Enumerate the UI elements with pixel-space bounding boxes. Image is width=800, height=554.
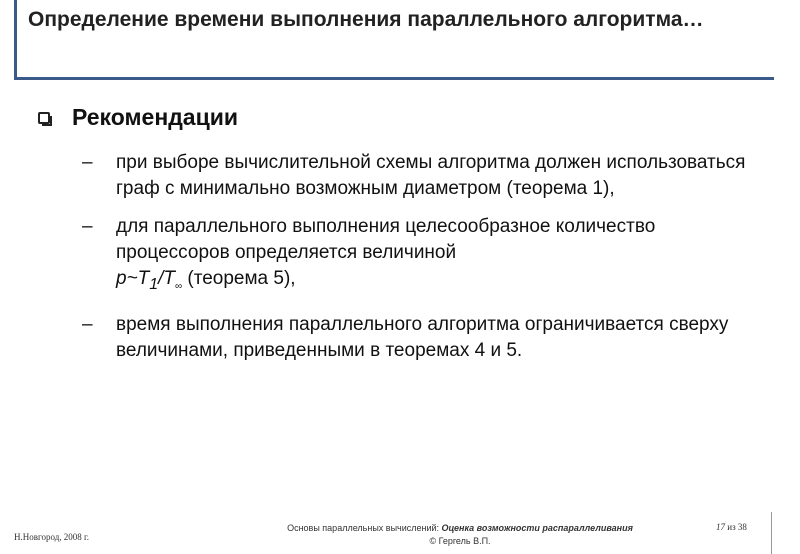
- footer-page-counter: [716, 522, 747, 532]
- footer-course: [250, 522, 670, 548]
- page-total: 38: [737, 522, 747, 532]
- list-item: [82, 150, 762, 202]
- formula-tail: (теорема 5),: [182, 268, 296, 289]
- section-heading-row: [38, 104, 238, 131]
- list-item-text-main: для параллельного выполнения целесообразное количество процессоров определяется величиной: [116, 216, 656, 263]
- footer-location: Н.Новгород, 2008 г.: [14, 532, 89, 542]
- formula-subinf: ∞: [174, 280, 183, 292]
- footer-author: © Гергель В.П.: [429, 536, 491, 546]
- formula-slash: /T: [158, 268, 175, 289]
- formula-sub1: 1: [149, 275, 159, 293]
- formula-p: p~T: [116, 268, 150, 289]
- checkbox-bullet-icon: [38, 112, 50, 124]
- section-heading: Рекомендации: [72, 104, 239, 130]
- list-item: [82, 312, 762, 364]
- footer-course-prefix: Основы параллельных вычислений:: [287, 523, 442, 533]
- page-number: 17: [716, 522, 725, 532]
- footer-course-title: Оценка возможности распараллеливания: [441, 523, 633, 533]
- list-item-text: [116, 214, 762, 300]
- list-item: [82, 214, 762, 300]
- slide-title: Определение времени выполнения параллельного алгоритма…: [28, 8, 704, 31]
- title-left-bar: [14, 0, 17, 80]
- title-underline: [14, 77, 774, 80]
- list-item-text: при выборе вычислительной схемы алгоритма должен использоваться граф с минимально возможным диаметром (теорема 1),: [116, 152, 746, 199]
- dash-bullet: –: [82, 152, 93, 173]
- dash-bullet: –: [82, 216, 93, 237]
- dash-bullet: –: [82, 313, 93, 335]
- list-item-text: время выполнения параллельного алгоритма ограничивается сверху величинами, приведенными в теоремах 4 и 5.: [116, 313, 729, 361]
- footer-divider: [771, 512, 772, 554]
- page-of: из: [725, 522, 738, 532]
- recommendation-list: [82, 150, 762, 376]
